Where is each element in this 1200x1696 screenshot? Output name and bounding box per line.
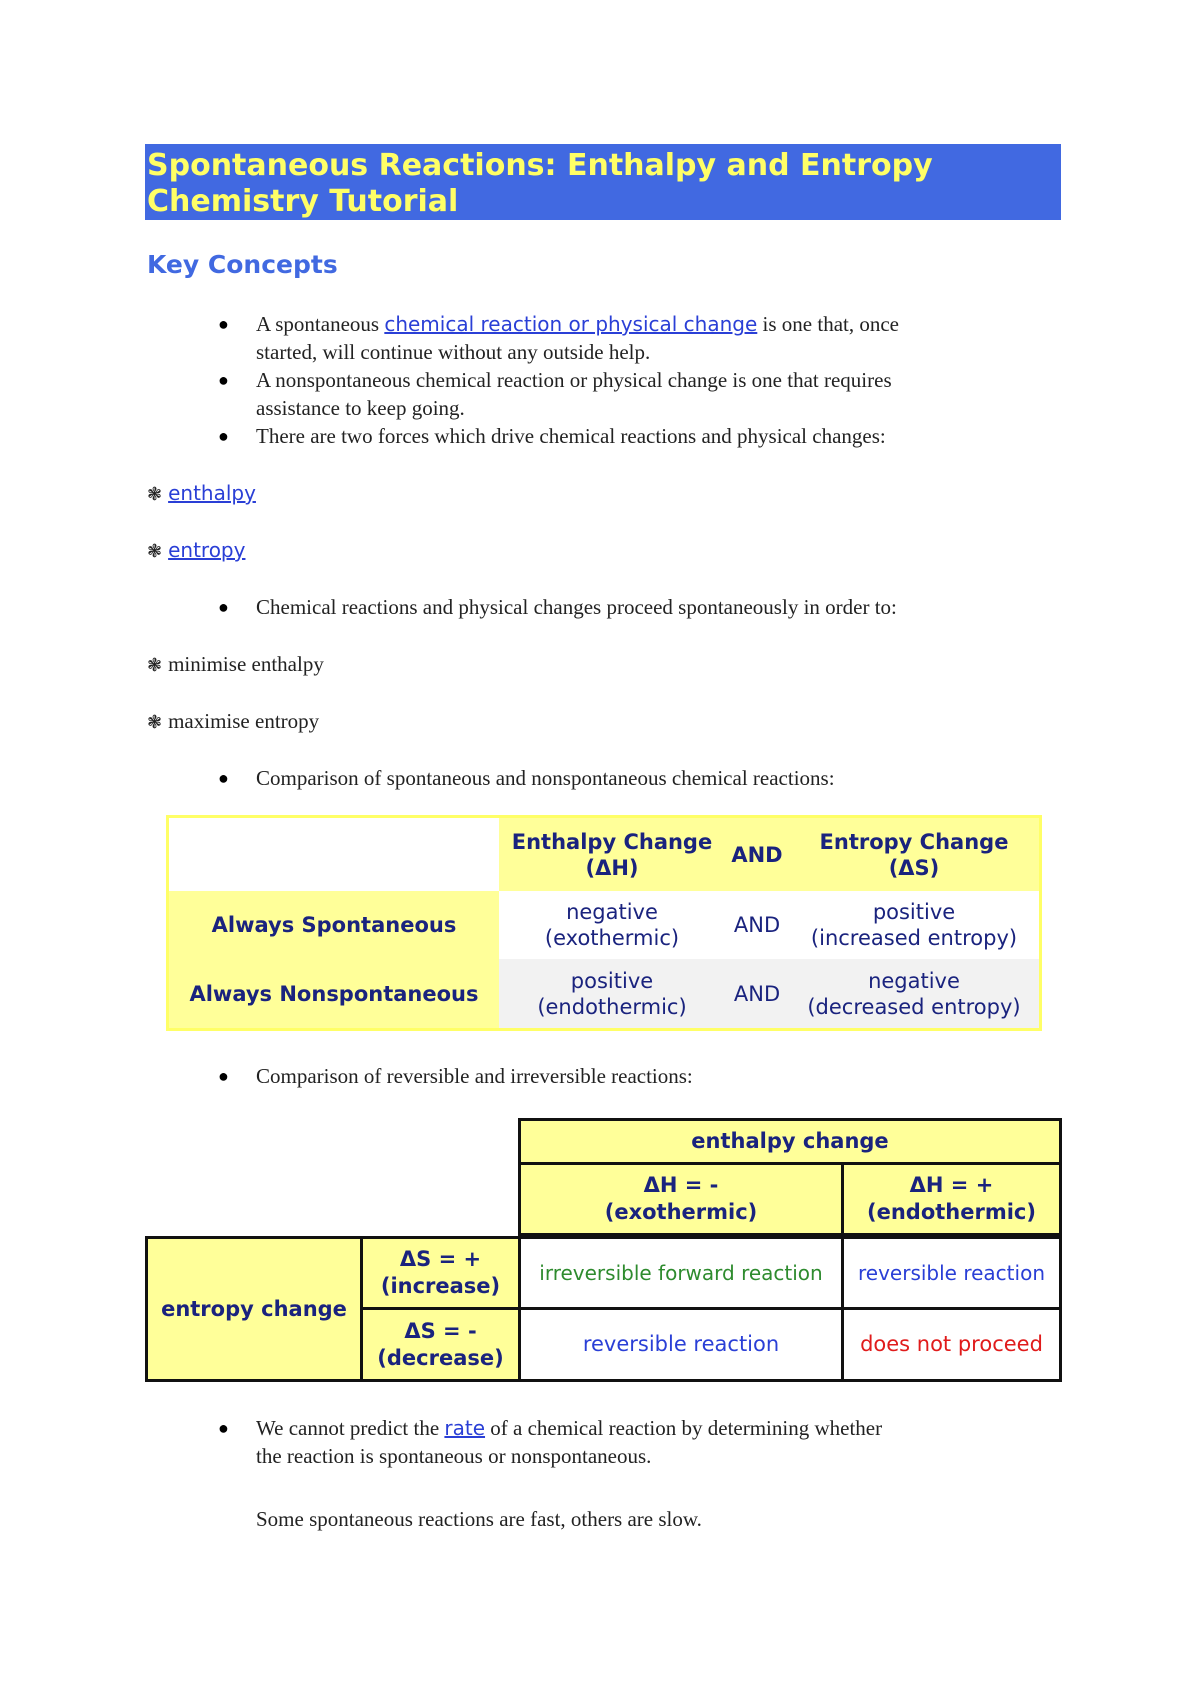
t1-note: (exothermic) bbox=[544, 926, 680, 950]
flower-bullet-icon: ❃ bbox=[147, 655, 163, 676]
flower-bullet-icon: ❃ bbox=[147, 712, 163, 733]
t2-enthalpy-change-header: enthalpy change bbox=[518, 1118, 1062, 1165]
t1-header-entropy bbox=[789, 818, 1039, 891]
t1-note: (increased entropy) bbox=[810, 926, 1018, 950]
b2-line2: assistance to keep going. bbox=[256, 396, 465, 420]
b4-text: Chemical reactions and physical changes proceed spontaneously in order to: bbox=[256, 595, 897, 619]
t1-value: positive bbox=[872, 900, 956, 924]
t1-and: AND bbox=[725, 959, 789, 1028]
t2-ds-neg-note: (decrease) bbox=[377, 1345, 504, 1370]
goal-item-entropy bbox=[147, 707, 319, 737]
bullet-dot-icon: ● bbox=[218, 768, 229, 788]
t2-dh-neg-header bbox=[518, 1162, 844, 1236]
title-line-2: Chemistry Tutorial bbox=[147, 184, 459, 219]
bullet-dot-icon: ● bbox=[218, 1418, 229, 1438]
b7-before: We cannot predict the bbox=[256, 1416, 445, 1440]
t1-note: (decreased entropy) bbox=[807, 994, 1021, 1019]
t1-corner-cell bbox=[169, 818, 499, 891]
t1-value: negative bbox=[868, 968, 960, 993]
t2-dh-pos-header bbox=[841, 1162, 1062, 1236]
t1-row-label: Always Nonspontaneous bbox=[189, 981, 479, 1006]
b7-line3: Some spontaneous reactions are fast, others are slow. bbox=[256, 1507, 702, 1531]
t1-value: negative bbox=[566, 900, 658, 924]
t1-header-enthalpy-text: Enthalpy Change bbox=[511, 829, 713, 854]
t1-header-enthalpy-sym: (ΔH) bbox=[585, 855, 639, 880]
section-heading: Key Concepts bbox=[147, 250, 338, 279]
b1-before: A spontaneous bbox=[256, 312, 385, 336]
t2-dh-neg-note: (exothermic) bbox=[604, 1200, 758, 1224]
spontaneity-table bbox=[166, 815, 1042, 1031]
title-banner bbox=[145, 144, 1061, 220]
b2-line1: A nonspontaneous chemical reaction or physical change is one that requires bbox=[256, 368, 892, 392]
t1-header-and: AND bbox=[731, 842, 783, 867]
t2-dh-pos-note: (endothermic) bbox=[867, 1200, 1036, 1224]
t2-ds-pos-header bbox=[360, 1236, 521, 1310]
goal-item-enthalpy bbox=[147, 650, 324, 680]
bullet-comparison-spontaneous bbox=[218, 764, 1076, 792]
t1-header-entropy-text: Entropy Change bbox=[819, 829, 1009, 854]
b7-line2: the reaction is spontaneous or nonspontaneous. bbox=[256, 1444, 652, 1468]
t2-does-not-proceed-cell: does not proceed bbox=[841, 1307, 1062, 1382]
bullet-dot-icon: ● bbox=[218, 1066, 229, 1086]
b1-after: is one that, once bbox=[757, 312, 900, 336]
t1-and: AND bbox=[725, 891, 789, 959]
bullet-dot-icon: ● bbox=[218, 370, 229, 390]
t1-cell bbox=[789, 959, 1039, 1028]
t2-ds-pos-note: (increase) bbox=[380, 1274, 501, 1298]
t1-header-entropy-sym: (ΔS) bbox=[888, 855, 940, 880]
t2-ds-neg-header bbox=[360, 1307, 521, 1382]
t2-irreversible-forward-cell: irreversible forward reaction bbox=[518, 1236, 844, 1310]
bullet-rate bbox=[218, 1414, 1076, 1533]
b6-text: Comparison of reversible and irreversible reactions: bbox=[256, 1064, 693, 1088]
b3-text: There are two forces which drive chemical reactions and physical changes: bbox=[256, 424, 886, 448]
t1-row-label: Always Spontaneous bbox=[211, 913, 457, 937]
t2-reversible-cell: reversible reaction bbox=[518, 1307, 844, 1382]
b5-text: Comparison of spontaneous and nonspontaneous chemical reactions: bbox=[256, 766, 835, 790]
t2-entropy-change-header: entropy change bbox=[145, 1236, 363, 1382]
bullet-dot-icon: ● bbox=[218, 426, 229, 446]
goal-minimise: minimise enthalpy bbox=[168, 652, 324, 676]
bullet-proceed bbox=[218, 593, 1076, 621]
t1-note: (endothermic) bbox=[537, 994, 687, 1019]
bullet-nonspontaneous bbox=[218, 366, 1076, 422]
rate-link[interactable]: rate bbox=[444, 1416, 486, 1440]
title-line-1: Spontaneous Reactions: Enthalpy and Entropy bbox=[147, 148, 933, 183]
t1-cell bbox=[789, 891, 1039, 959]
flower-bullet-icon: ❃ bbox=[147, 541, 163, 562]
goal-maximise: maximise entropy bbox=[168, 709, 320, 733]
t1-header-enthalpy bbox=[499, 818, 725, 891]
bullet-spontaneous bbox=[218, 310, 1076, 366]
chemical-reaction-link[interactable]: chemical reaction or physical change bbox=[384, 312, 758, 336]
enthalpy-link[interactable]: enthalpy bbox=[168, 481, 256, 505]
t2-ds-pos: ΔS = + bbox=[399, 1247, 482, 1271]
force-item-enthalpy bbox=[147, 479, 256, 509]
b7-after: of a chemical reaction by determining whether bbox=[485, 1416, 883, 1440]
bullet-dot-icon: ● bbox=[218, 314, 229, 334]
t2-dh-neg: ΔH = - bbox=[643, 1173, 719, 1197]
t1-cell bbox=[499, 891, 725, 959]
bullet-comparison-reversible bbox=[218, 1062, 1076, 1090]
t1-cell bbox=[499, 959, 725, 1028]
bullet-two-forces bbox=[218, 422, 1076, 450]
force-item-entropy bbox=[147, 536, 245, 566]
entropy-link[interactable]: entropy bbox=[168, 538, 246, 562]
t1-value: positive bbox=[570, 968, 654, 993]
flower-bullet-icon: ❃ bbox=[147, 484, 163, 505]
t2-reversible-cell: reversible reaction bbox=[841, 1236, 1062, 1310]
bullet-dot-icon: ● bbox=[218, 597, 229, 617]
t2-dh-pos: ΔH = + bbox=[909, 1173, 994, 1197]
b1-line2: started, will continue without any outside help. bbox=[256, 340, 651, 364]
t2-ds-neg: ΔS = - bbox=[404, 1318, 477, 1343]
